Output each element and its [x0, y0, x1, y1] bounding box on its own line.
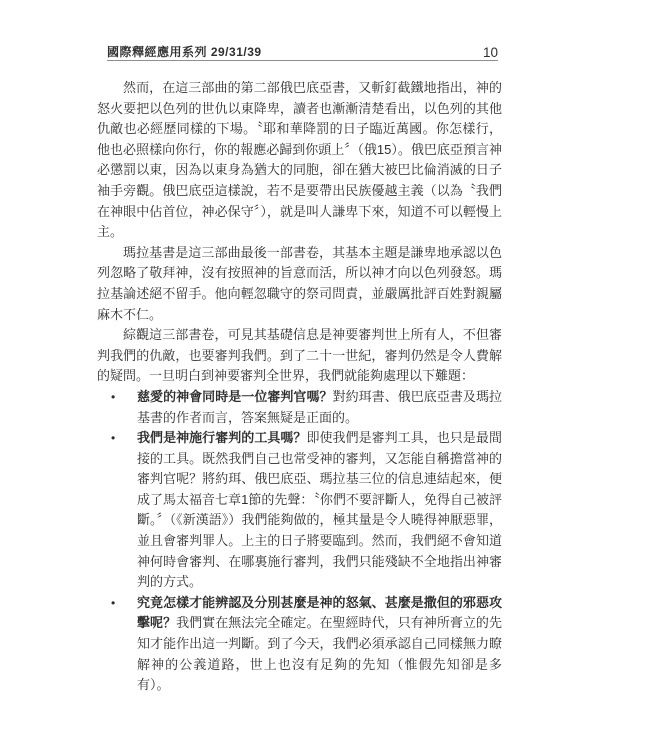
page-body	[97, 78, 502, 696]
bullet-item-3	[97, 593, 502, 696]
bullet-icon: •	[111, 595, 116, 610]
bullet-answer: 即使我們是審判工具，也只是最間接的工具。既然我們自己也常受神的審判，又怎能自稱擔當神的審判官呢？將約珥、俄巴底亞、瑪拉基三位的信息連結起來，便成了馬太福音七章1節的先聲：〝你們不要評斷人，免得自己被評斷。〞（《新漢語》）我們能夠做的，極其量是令人曉得神厭惡罪，並且會審判罪人。上主的日子將要臨到。然而，我們絕不會知道神何時會審判、在哪裏施行審判，我們只能殘缺不全地指出神審判的方式。	[137, 430, 502, 590]
bullet-icon: •	[111, 389, 116, 404]
bullet-item-2	[97, 428, 502, 593]
paragraph-2: 瑪拉基書是這三部曲最後一部書卷，其基本主題是謙卑地承認以色列忽略了敬拜神，沒有按照神的旨意而活，所以神才向以色列發怒。瑪拉基論述絕不留手。他向輕忽職守的祭司問責，並嚴厲批評百姓對親屬麻木不仁。	[97, 244, 502, 322]
page-header	[107, 43, 498, 60]
bullet-icon: •	[111, 431, 116, 446]
page-number: 10	[482, 45, 498, 60]
bullet-list	[97, 387, 502, 696]
bullet-question: 我們是神施行審判的工具嗎？	[137, 430, 307, 446]
bullet-question: 究竟怎樣才能辨認及分別甚麼是神的怒氣、甚麼是撒但的邪惡攻擊呢？	[137, 594, 502, 631]
bullet-answer: 我們實在無法完全確定。在聖經時代，只有神所膏立的先知才能作出這一判斷。到了今天，我們必須承認自己同樣無力瞭解神的公義道路，世上也沒有足夠的先知（惟假先知卻是多有）。	[137, 615, 502, 693]
paragraph-3: 綜觀這三部書卷，可見其基礎信息是神要審判世上所有人，不但審判我們的仇敵，也要審判我們。到了二十一世紀，審判仍然是令人費解的疑問。一旦明白到神要審判全世界，我們就能夠處理以下難題：	[97, 327, 502, 384]
bullet-item-1	[97, 387, 502, 428]
bullet-question: 慈愛的神會同時是一位審判官嗎？	[137, 388, 333, 404]
header-rule	[107, 60, 498, 61]
running-title: 國際釋經應用系列 29/31/39	[107, 45, 262, 59]
bullet-answer: 對約珥書、俄巴底亞書及瑪拉基書的作者而言，答案無疑是正面的。	[137, 388, 502, 425]
paragraph-1: 然而，在這三部曲的第二部俄巴底亞書，又斬釘截鐵地指出，神的怒火要把以色列的世仇以東降卑，讀者也漸漸清楚看出，以色列的其他仇敵也必經歷同樣的下場。〝耶和華降罰的日子臨近萬國。你怎樣行，他也必照樣向你行，你的報應必歸到你頭上〞（俄15）。俄巴底亞預言神必懲罰以東，因為以東身為猶大的同胞，卻在猶大被巴比倫消滅的日子袖手旁觀。俄巴底亞這樣說，若不是要帶出民族優越主義（以為〝我們在神眼中佔首位，神必保守〞），就是叫人謙卑下來，知道不可以輕慢上主。	[97, 80, 502, 240]
